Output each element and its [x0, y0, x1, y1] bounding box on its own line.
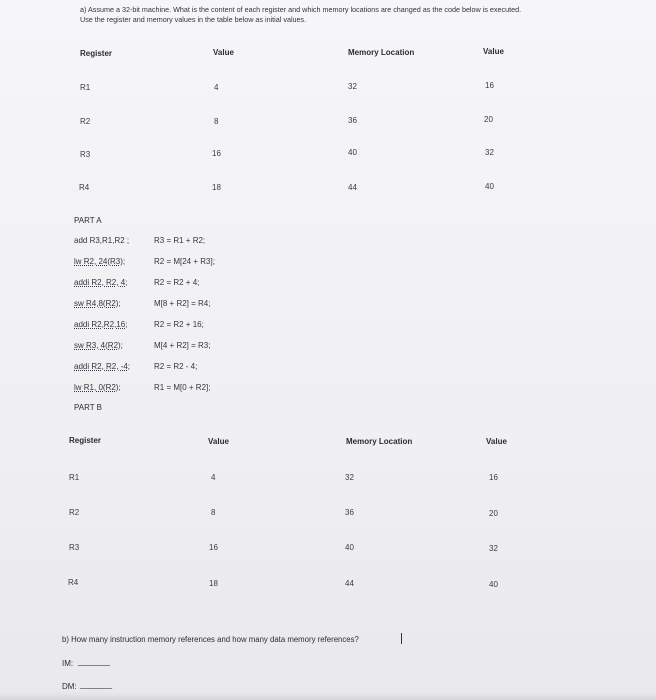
cell-register: R3 — [80, 150, 91, 159]
code-instruction: sw R3, 4(R2); — [74, 341, 123, 350]
code-instruction: add R3,R1,R2 ; — [74, 236, 130, 245]
cell-value: 16 — [212, 149, 221, 158]
im-answer-blank[interactable]: ________ — [78, 657, 110, 666]
cell-memory-location: 44 — [348, 183, 357, 192]
code-instruction: addi R2, R2, -4; — [74, 362, 131, 371]
cell-memory-location: 40 — [348, 148, 357, 157]
cell-mem-value: 40 — [485, 182, 494, 191]
cell-memory-location: 36 — [345, 508, 354, 517]
header-memory-location: Memory Location — [346, 437, 413, 446]
header-mem-value: Value — [483, 47, 504, 56]
cell-mem-value: 16 — [489, 473, 498, 482]
header-value: Value — [213, 48, 234, 57]
cell-register: R1 — [69, 473, 80, 482]
header-register: Register — [69, 436, 102, 445]
cell-memory-location: 44 — [345, 579, 354, 588]
cell-register: R1 — [80, 83, 91, 92]
code-instruction: addi R2, R2, 4; — [74, 278, 128, 287]
dm-answer-blank[interactable]: ________ — [80, 680, 112, 689]
cell-value: 16 — [209, 543, 218, 552]
cell-memory-location: 36 — [348, 116, 357, 125]
dm-label: DM: — [62, 682, 77, 691]
text-cursor — [401, 633, 402, 644]
cell-value: 4 — [214, 83, 219, 92]
cell-value: 18 — [212, 183, 221, 192]
cell-register: R4 — [68, 578, 79, 587]
code-instruction: sw R4,8(R2); — [74, 299, 121, 308]
header-mem-value: Value — [486, 437, 507, 446]
cell-mem-value: 20 — [489, 509, 498, 518]
cell-memory-location: 32 — [345, 473, 354, 482]
code-description: R1 = M[0 + R2]; — [154, 383, 211, 392]
question-a-line-1: a) Assume a 32-bit machine. What is the content of each register and which memory locations are changed as the code below is executed. — [80, 5, 522, 14]
cell-value: 18 — [209, 579, 218, 588]
cell-mem-value: 40 — [489, 580, 498, 589]
cell-mem-value: 16 — [485, 81, 494, 90]
cell-register: R3 — [69, 543, 80, 552]
cell-value: 8 — [211, 508, 216, 517]
code-description: R2 = R2 + 4; — [154, 278, 200, 287]
cell-memory-location: 32 — [348, 82, 357, 91]
im-label: IM: — [62, 659, 74, 668]
cell-register: R2 — [80, 117, 91, 126]
code-description: R3 = R1 + R2; — [154, 236, 206, 245]
cell-register: R2 — [69, 508, 80, 517]
cell-value: 8 — [214, 117, 219, 126]
question-a-line-2: Use the register and memory values in the table below as initial values. — [80, 15, 307, 24]
code-instruction: addi R2,R2,16; — [74, 320, 128, 329]
code-instruction: lw R1, 0(R2); — [74, 383, 121, 392]
cell-mem-value: 32 — [489, 544, 498, 553]
header-memory-location: Memory Location — [348, 48, 415, 57]
code-description: M[8 + R2] = R4; — [154, 299, 211, 308]
code-description: R2 = M[24 + R3]; — [154, 257, 215, 266]
cell-memory-location: 40 — [345, 543, 354, 552]
header-register: Register — [80, 49, 113, 58]
header-value: Value — [208, 437, 229, 446]
part-a-label: PART A — [74, 216, 102, 225]
code-instruction: lw R2, 24(R3); — [74, 257, 126, 266]
cell-mem-value: 32 — [485, 148, 494, 157]
code-description: M[4 + R2] = R3; — [154, 341, 211, 350]
part-b-label: PART B — [74, 403, 103, 412]
code-description: R2 = R2 + 16; — [154, 320, 204, 329]
cell-register: R4 — [79, 183, 90, 192]
cell-mem-value: 20 — [484, 115, 493, 124]
question-b: b) How many instruction memory references and how many data memory references? — [62, 635, 359, 644]
page-shadow — [0, 692, 656, 700]
code-description: R2 = R2 - 4; — [154, 362, 198, 371]
cell-value: 4 — [211, 473, 216, 482]
